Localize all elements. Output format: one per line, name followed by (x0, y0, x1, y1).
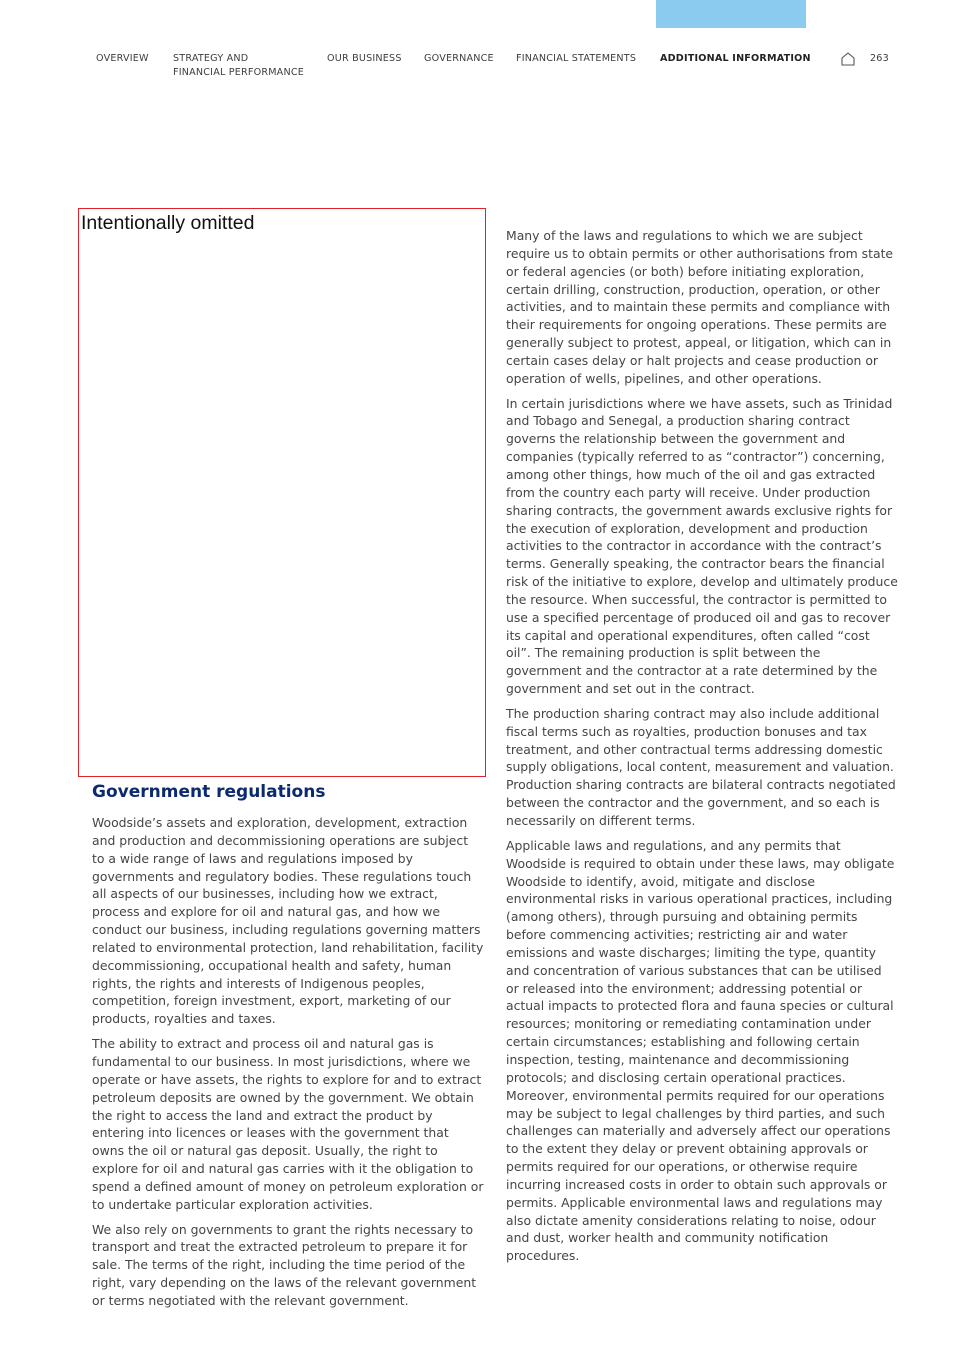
paragraph: The production sharing contract may also include additional fiscal terms such as royalties, production bonuses and tax treatment, and other contractual terms addressing domestic supply obligations, local content, measurement and valuation. Production sharing contracts are bilateral contracts negotiated between the contractor and the government, and so each is necessarily on different terms. (506, 705, 896, 828)
omitted-label: Intentionally omitted (81, 212, 255, 234)
right-column (506, 227, 898, 1272)
nav-additional-information[interactable]: ADDITIONAL INFORMATION (660, 53, 811, 64)
paragraph: In certain jurisdictions where we have assets, such as Trinidad and Tobago and Senegal, a production sharing contract governs the relationship between the government and companies (typically referred to as “contractor”) concerning, among other things, how much of the oil and gas extracted from the country each party will receive. Under production sharing contracts, the government awards exclusive rights for the execution of exploration, development and production activities to the contractor in accordance with the contract’s terms. Generally speaking, the contractor bears the financial risk of the initiative to explore, develop and ultimately produce the resource. When successful, the contractor is permitted to use a specified percentage of produced oil and gas to recover its capital and operational expenditures, often called “cost oil”. The remaining production is split between the government and the contractor at a rate determined by the government and set out in the contract. (506, 395, 898, 697)
section-heading-government-regulations: Government regulations (92, 782, 326, 802)
home-icon[interactable] (840, 51, 856, 67)
nav-financial-statements[interactable]: FINANCIAL STATEMENTS (516, 53, 637, 64)
nav-our-business[interactable]: OUR BUSINESS (327, 53, 402, 64)
nav-strategy-financial-performance[interactable]: STRATEGY AND FINANCIAL PERFORMANCE (173, 53, 304, 78)
nav-overview[interactable]: OVERVIEW (96, 53, 149, 64)
page-number: 263 (870, 53, 889, 64)
section-tab-marker (656, 0, 806, 28)
top-navigation (0, 52, 965, 92)
omitted-content-box (78, 208, 486, 777)
paragraph: Applicable laws and regulations, and any permits that Woodside is required to obtain under these laws, may obligate Woodside to identify, avoid, mitigate and disclose environmental risks in various operational practices, including (among others), through pursuing and obtaining permits before commencing activities; restricting air and water emissions and waste discharges; limiting the type, quantity and concentration of various substances that can be utilised or released into the environment; addressing potential or actual impacts to protected flora and fauna species or cultural resources; monitoring or remediating contamination under certain circumstances; establishing and following certain inspection, testing, maintenance and decommissioning protocols; and disclosing certain operational practices. Moreover, environmental permits required for our operations may be subject to legal challenges by third parties, and such challenges can materially and adversely affect our operations to the extent they delay or prevent obtaining approvals or permits required for our operations, or otherwise require incurring increased costs in order to obtain such approvals or permits. Applicable environmental laws and regulations may also dictate amenity considerations relating to noise, odour and dust, worker health and community notification procedures. (506, 837, 895, 1264)
paragraph: The ability to extract and process oil and natural gas is fundamental to our business. In most jurisdictions, where we operate or have assets, the rights to explore for and to extract petroleum deposits are owned by the government. We obtain the right to access the land and extract the product by entering into licences or leases with the government that owns the oil or natural gas deposit. Usually, the right to explore for oil and natural gas carries with it the obligation to spend a defined amount of money on petroleum exploration or to undertake particular exploration activities. (92, 1036, 484, 1212)
paragraph: We also rely on governments to grant the rights necessary to transport and treat the extracted petroleum to prepare it for sale. The terms of the right, including the time period of the right, vary depending on the laws of the relevant government or terms negotiated with the relevant government. (92, 1221, 477, 1308)
nav-governance[interactable]: GOVERNANCE (424, 53, 494, 64)
paragraph: Many of the laws and regulations to which we are subject require us to obtain permits or other authorisations from state or federal agencies (or both) before initiating exploration, certain drilling, construction, production, operation, or other activities, and to maintain these permits and compliance with their requirements for ongoing operations. These permits are generally subject to protest, appeal, or litigation, which can in certain cases delay or halt projects and cease production or operation of wells, pipelines, and other operations. (506, 228, 894, 386)
paragraph: Woodside’s assets and exploration, development, extraction and production and decommissioning operations are subject to a wide range of laws and regulations imposed by governments and regulatory bodies. These regulations touch all aspects of our businesses, including how we extract, process and explore for oil and natural gas, and how we conduct our business, including regulations governing matters related to environmental protection, land rehabilitation, facility decommissioning, occupational health and safety, human rights, the rights and interests of Indigenous peoples, competition, foreign investment, export, marketing of our products, royalties and taxes. (92, 815, 484, 1027)
left-column (92, 780, 484, 1317)
